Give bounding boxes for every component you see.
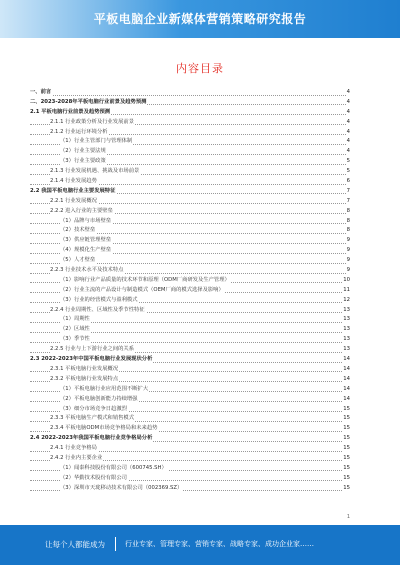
toc-entry-text: 2.2.5 行业与上下游行业之间的关系 [50, 345, 135, 355]
page-number: 1 [346, 514, 350, 520]
toc-entry-page: 4 [346, 88, 350, 98]
toc-entry-text: 2.1.2 行业运行环境分析 [50, 128, 109, 138]
toc-entry-page: 8 [346, 207, 350, 217]
toc-entry-text: （3）供应链管理壁垒 [60, 236, 112, 246]
toc-entry[interactable] [30, 454, 350, 464]
toc-entry-page: 8 [346, 217, 350, 227]
toc-entry-page: 4 [346, 108, 350, 118]
leader-dots [30, 88, 346, 96]
toc-entry-text: （3）行业主要政策 [60, 157, 107, 167]
toc-entry-text: 2.2.2 进入行业的主要壁垒 [50, 207, 114, 217]
toc-entry-page: 11 [342, 286, 350, 296]
toc-entry-text: 2.3 2022-2023年中国平板电脑行业发展现状分析 [30, 355, 153, 365]
toc-entry-page: 14 [342, 395, 350, 405]
toc-entry-text: （5）人才壁垒 [60, 256, 96, 266]
toc-entry-text: （2）行业主流的产品设计与制造模式（OEM厂商的模式选择及影响） [60, 286, 225, 296]
toc-entry-page: 13 [342, 345, 350, 355]
toc-entry-page: 9 [346, 266, 350, 276]
toc-entry-text: 2.1.1 行业政策分析及行业发展前景 [50, 118, 135, 128]
toc-entry-page: 7 [346, 187, 350, 197]
toc-entry[interactable] [30, 306, 350, 316]
toc-entry-page: 4 [346, 147, 350, 157]
toc-entry-text: 2.3.2 平板电脑行业发展特点 [50, 375, 119, 385]
toc-entry[interactable] [30, 385, 350, 395]
toc-entry-text: （4）规模化生产壁垒 [60, 246, 112, 256]
toc-entry[interactable] [30, 484, 350, 494]
footer-tags: 行业专家、管理专家、营销专家、战略专家、成功企业家…… [125, 540, 314, 548]
footer-banner [0, 525, 400, 565]
toc-entry[interactable] [30, 177, 350, 187]
toc-entry[interactable] [30, 474, 350, 484]
toc-entry[interactable] [30, 296, 350, 306]
toc-entry[interactable] [30, 98, 350, 108]
table-of-contents [30, 88, 350, 494]
toc-entry[interactable] [30, 375, 350, 385]
toc-entry[interactable] [30, 197, 350, 207]
toc-entry-text: 2.3.1 平板电脑行业发展概况 [50, 365, 119, 375]
toc-entry-text: （2）技术壁垒 [60, 226, 96, 236]
toc-entry-text: 2.2 我国平板电脑行业主要发展特征 [30, 187, 116, 197]
toc-entry[interactable] [30, 345, 350, 355]
toc-entry[interactable] [30, 246, 350, 256]
toc-entry-text: （1）平板电脑行业应用范围不断扩大 [60, 385, 149, 395]
toc-entry[interactable] [30, 434, 350, 444]
toc-entry-text: 2.1.4 行业发展趋势 [50, 177, 98, 187]
toc-entry-text: 2.3.4 平板电脑ODM市场竞争格局和未来趋势 [50, 424, 158, 434]
toc-entry-page: 15 [342, 474, 350, 484]
toc-entry-text: 2.1.3 行业发展机遇、挑战及市场前景 [50, 167, 140, 177]
toc-entry-page: 4 [346, 128, 350, 138]
toc-entry[interactable] [30, 167, 350, 177]
toc-entry[interactable] [30, 266, 350, 276]
toc-entry-page: 9 [346, 246, 350, 256]
toc-entry-page: 4 [346, 98, 350, 108]
toc-entry[interactable] [30, 335, 350, 345]
toc-entry-text: 2.3.3 平板电脑生产模式和销售模式 [50, 414, 135, 424]
toc-entry[interactable] [30, 424, 350, 434]
toc-entry[interactable] [30, 325, 350, 335]
toc-entry-page: 5 [346, 157, 350, 167]
toc-entry-page: 13 [342, 335, 350, 345]
toc-entry[interactable] [30, 395, 350, 405]
toc-entry[interactable] [30, 217, 350, 227]
toc-entry-text: （2）区域性 [60, 325, 91, 335]
toc-entry-page: 15 [342, 484, 350, 494]
toc-entry-text: 2.4 2022-2023年我国平板电脑行业竞争格局分析 [30, 434, 153, 444]
toc-entry-page: 15 [342, 454, 350, 464]
toc-entry-page: 15 [342, 405, 350, 415]
toc-entry[interactable] [30, 414, 350, 424]
toc-entry-page: 15 [342, 434, 350, 444]
toc-entry-text: （1）周期性 [60, 315, 91, 325]
toc-entry-text: （1）行业主管部门与管理体制 [60, 137, 133, 147]
report-title: 平板电脑企业新媒体营销策略研究报告 [93, 12, 307, 26]
toc-entry-text: 2.1 平板电脑行业前景及趋势预测 [30, 108, 111, 118]
toc-entry-text: 二、2023-2028年平板电脑行业前景及趋势预测 [30, 98, 147, 108]
toc-entry-page: 14 [342, 365, 350, 375]
toc-entry-page: 4 [346, 118, 350, 128]
toc-entry-text: （3）深圳市天珑移动技术有限公司（002369.SZ） [60, 484, 183, 494]
toc-entry[interactable] [30, 226, 350, 236]
toc-entry[interactable] [30, 365, 350, 375]
toc-entry-page: 13 [342, 306, 350, 316]
toc-entry[interactable] [30, 137, 350, 147]
toc-entry[interactable] [30, 157, 350, 167]
toc-entry-text: （2）行业主要法规 [60, 147, 107, 157]
toc-entry-text: 2.2.1 行业发展概况 [50, 197, 98, 207]
toc-entry[interactable] [30, 464, 350, 474]
toc-entry[interactable] [30, 444, 350, 454]
toc-entry-page: 15 [342, 444, 350, 454]
toc-entry-text: （1）影响行业产品质量的技术环节和原理（ODM厂商研发及生产管理） [60, 276, 231, 286]
toc-entry[interactable] [30, 187, 350, 197]
toc-entry-text: （2）华勤技术股份有限公司 [60, 474, 128, 484]
toc-entry-page: 9 [346, 236, 350, 246]
footer-slogan: 让每个人都能成为 [45, 540, 105, 549]
toc-entry[interactable] [30, 207, 350, 217]
toc-entry[interactable] [30, 405, 350, 415]
toc-entry-page: 14 [342, 355, 350, 365]
toc-entry[interactable] [30, 256, 350, 266]
toc-entry[interactable] [30, 128, 350, 138]
toc-entry-page: 13 [342, 315, 350, 325]
toc-entry[interactable] [30, 236, 350, 246]
toc-entry-page: 10 [342, 276, 350, 286]
toc-entry-page: 15 [342, 424, 350, 434]
toc-entry-text: 2.4.2 行业内主要企业 [50, 454, 103, 464]
toc-entry[interactable] [30, 355, 350, 365]
toc-entry[interactable] [30, 108, 350, 118]
toc-entry-page: 4 [346, 137, 350, 147]
footer-divider [115, 537, 116, 551]
toc-entry-text: （1）闻泰科技股份有限公司（600745.SH） [60, 464, 168, 474]
toc-entry-text: （2）平板电脑创新能力持续增强 [60, 395, 139, 405]
toc-entry-page: 9 [346, 256, 350, 266]
toc-entry-page: 15 [342, 464, 350, 474]
toc-entry-page: 15 [342, 414, 350, 424]
toc-title: 内容目录 [176, 62, 224, 75]
toc-entry-text: 2.2.3 行业技术水平及技术特点 [50, 266, 124, 276]
toc-entry-text: 2.4.1 行业竞争格局 [50, 444, 98, 454]
toc-entry[interactable] [30, 147, 350, 157]
toc-entry[interactable] [30, 315, 350, 325]
toc-entry-text: （3）季节性 [60, 335, 91, 345]
toc-entry-page: 14 [342, 375, 350, 385]
toc-entry-page: 6 [346, 177, 350, 187]
toc-entry-text: （3）细分市场竞争日趋激烈 [60, 405, 128, 415]
toc-entry[interactable] [30, 88, 350, 98]
toc-entry[interactable] [30, 276, 350, 286]
toc-entry-page: 5 [346, 167, 350, 177]
toc-entry[interactable] [30, 286, 350, 296]
toc-entry-text: 一、前言 [30, 88, 52, 98]
toc-entry-text: （3）行业的经营模式与盈利模式 [60, 296, 139, 306]
toc-entry-page: 12 [342, 296, 350, 306]
toc-entry-page: 13 [342, 325, 350, 335]
toc-entry-text: 2.2.4 行业周期性、区域性及季节性特征 [50, 306, 146, 316]
toc-entry-text: （1）品牌与市场壁垒 [60, 217, 112, 227]
toc-entry-page: 7 [346, 197, 350, 207]
header-banner [0, 0, 400, 38]
toc-entry-page: 8 [346, 226, 350, 236]
toc-entry-page: 14 [342, 385, 350, 395]
toc-entry[interactable] [30, 118, 350, 128]
